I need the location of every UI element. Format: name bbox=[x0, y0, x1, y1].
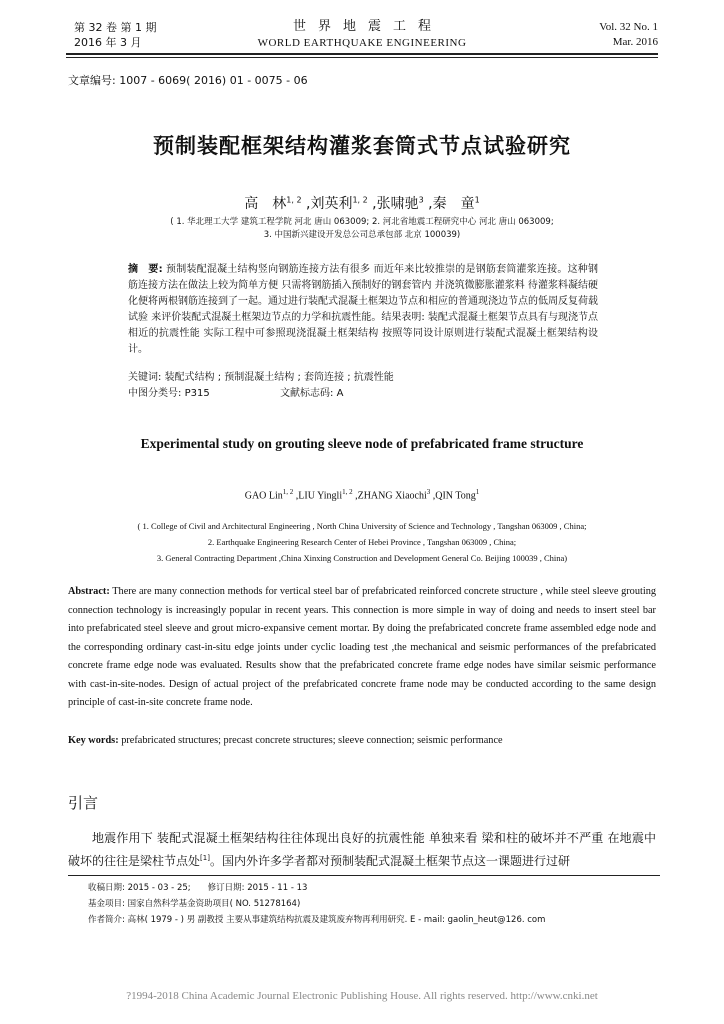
author-affil-mark: 1 bbox=[475, 488, 480, 496]
author-name: 张啸驰 bbox=[376, 196, 419, 212]
issue-info bbox=[74, 20, 156, 50]
author-name-en: QIN Tong bbox=[435, 490, 476, 502]
keywords-cn bbox=[128, 368, 394, 383]
author-affil-mark: 1, 2 bbox=[352, 195, 368, 205]
keywords-label-en: Key words: bbox=[68, 735, 119, 746]
volume-issue: 第 32 卷 第 1 期 bbox=[74, 21, 157, 34]
journal-name-cn: 世界地震工程 bbox=[292, 19, 443, 34]
keywords-text-cn: 装配式结构 ; 预制混凝土结构 ; 套筒连接 ; 抗震性能 bbox=[164, 372, 394, 383]
affiliation-line-en: ( 1. College of Civil and Architectural Engineering , North China University of Science and Technology , Tangshan 063009 , China; bbox=[137, 521, 587, 531]
section-heading-intro: 引言 bbox=[68, 794, 99, 812]
journal-name-en: WORLD EARTHQUAKE ENGINEERING bbox=[257, 37, 467, 49]
abstract-en bbox=[68, 583, 656, 713]
intro-text: 地震作用下 装配式混凝土框架结构往往体现出良好的抗震性能 单独来看 梁和柱的破坏并不严重 在地震中破坏的往往是梁柱节点处 bbox=[68, 831, 656, 868]
doc-code-value: A bbox=[336, 388, 344, 399]
journal-masthead bbox=[200, 18, 524, 50]
footnote-received: 收稿日期: 2015 - 03 - 25; 修订日期: 2015 - 11 - 13 bbox=[88, 883, 308, 893]
author-name: 高 林 bbox=[244, 196, 287, 212]
issue-date-en: Mar. 2016 bbox=[612, 36, 658, 48]
author-name-en: GAO Lin bbox=[244, 490, 283, 502]
affiliation-line-en: 2. Earthquake Engineering Research Center of Hebei Province , Tangshan 063009 , China; bbox=[207, 537, 517, 547]
affiliations-en bbox=[66, 518, 658, 566]
abstract-text-cn: 预制装配混凝土结构竖向钢筋连接方法有很多 而近年来比较推崇的是钢筋套筒灌浆连接。这种钢筋连接方法在做法上较为简单方便 只需将钢筋插入预制好的钢套管内 并浇筑微膨胀灌浆料 待灌浆料凝结硬化便将两根钢筋连接到了一起。通过进行装配式混凝土框架边节点和相应的普通现浇边节点的低周反复荷载试验 来评价装配式混凝土框架边节点的力学和抗震性能。结果表明: 装配式混凝土框架节点具有与现浇节点相近的抗震性能 实际工程中可参照现浇混凝土框架结构 按照等同设计原则进行装配式混凝土框架结构设计。 bbox=[128, 264, 598, 355]
affiliation-line-en: 3. General Contracting Department ,China Xinxing Construction and Development General Co. Beijing 100039 , China) bbox=[156, 553, 568, 563]
paper-title-cn: 预制装配框架结构灌浆套筒式节点试验研究 bbox=[153, 134, 571, 158]
author-affil-mark: 1, 2 bbox=[342, 488, 353, 496]
issue-info-en bbox=[599, 20, 658, 50]
abstract-label-en: Abstract: bbox=[68, 586, 110, 597]
author-affil-mark: 3 bbox=[418, 195, 424, 205]
author-affil-mark: 1, 2 bbox=[286, 195, 302, 205]
author-list-en: GAO Lin$^{1, 2}$ ,LIU Yingli$^{1, 2}$ ,ZHANG Xiaochi$^3$ ,QIN Tong$^1$ bbox=[244, 488, 480, 502]
copyright-footer: ?1994-2018 China Academic Journal Electronic Publishing House. All rights reserved. http://www.cnki.net bbox=[126, 990, 598, 1002]
affiliations-cn bbox=[66, 216, 658, 242]
author-name-en: ZHANG Xiaochi bbox=[357, 490, 427, 502]
keywords-text-en: prefabricated structures; precast concrete structures; sleeve connection; seismic performance bbox=[121, 735, 503, 746]
clc-value: P315 bbox=[184, 388, 210, 399]
header-rule-thin bbox=[66, 57, 658, 58]
affiliation-line: 3. 中国新兴建设开发总公司总承包部 北京 100039) bbox=[263, 230, 461, 240]
keywords-label-cn: 关键词: bbox=[128, 372, 162, 383]
article-number: 文章编号: 1007 - 6069( 2016) 01 - 0075 - 06 bbox=[68, 74, 308, 87]
abstract-label-cn: 摘 要: bbox=[128, 264, 163, 275]
footnote-fund: 基金项目: 国家自然科学基金资助项目( NO. 51278164) bbox=[88, 899, 301, 909]
volume-issue-en: Vol. 32 No. 1 bbox=[599, 21, 658, 33]
classification-cn bbox=[128, 384, 343, 399]
abstract-text-en: There are many connection methods for vertical steel bar of prefabricated reinforced concrete structure , while steel sleeve grouting connection technology is increasingly popular in recent years. This connection is more simple in way of doing and needs to insert steel bar into prefabricated steel sleeve and grout micro-expansive cement mortar. By doing the prefabricated concrete frame assembled edge node and the corresponding ordinary cast-in-situ edge joints under cyclic loading test ,the mechanical and seismic performances of the prefabricated concrete frame edge node was evaluated. Results show that the prefabricated concrete frame edge nodes have similar seismic performance with cast-in-site-nodes. Design of actual project of the prefabricated concrete frame node may be conducted according to the same design principle of cast-in-site concrete frame node. bbox=[68, 586, 656, 708]
header-rule bbox=[66, 53, 658, 55]
author-name: 秦 童 bbox=[432, 196, 475, 212]
affiliation-line: ( 1. 华北理工大学 建筑工程学院 河北 唐山 063009; 2. 河北省地震工程研究中心 河北 唐山 063009; bbox=[170, 217, 554, 227]
intro-text-cont: 。国内外许多学者都对预制装配式混凝土框架节点这一课题进行过研 bbox=[209, 854, 570, 868]
author-affil-mark: 3 bbox=[426, 488, 431, 496]
clc-label: 中图分类号: bbox=[128, 388, 182, 399]
author-name: 刘英利 bbox=[310, 196, 353, 212]
issue-date: 2016 年 3 月 bbox=[74, 36, 142, 49]
intro-paragraph bbox=[68, 828, 656, 871]
author-list-cn: 高 林$^{1, 2}$ ,刘英利$^{1, 2}$ ,张啸驰$^3$ ,秦 童$^1$ bbox=[244, 195, 480, 212]
author-affil-mark: 1 bbox=[474, 195, 480, 205]
keywords-en bbox=[68, 735, 656, 746]
footnote-rule bbox=[68, 875, 660, 876]
footnote-author: 作者简介: 高林( 1979 - ) 男 副教授 主要从事建筑结构抗震及建筑废弃物再利用研究. E - mail: gaolin_heut@126. com bbox=[88, 915, 546, 925]
citation-link[interactable]: [1] bbox=[200, 854, 210, 862]
doc-code-label: 文献标志码: bbox=[280, 388, 334, 399]
author-affil-mark: 1, 2 bbox=[282, 488, 294, 496]
paper-title-en: Experimental study on grouting sleeve node of prefabricated frame structure bbox=[140, 436, 584, 451]
author-name-en: LIU Yingli bbox=[298, 490, 343, 502]
abstract-cn bbox=[128, 262, 598, 358]
